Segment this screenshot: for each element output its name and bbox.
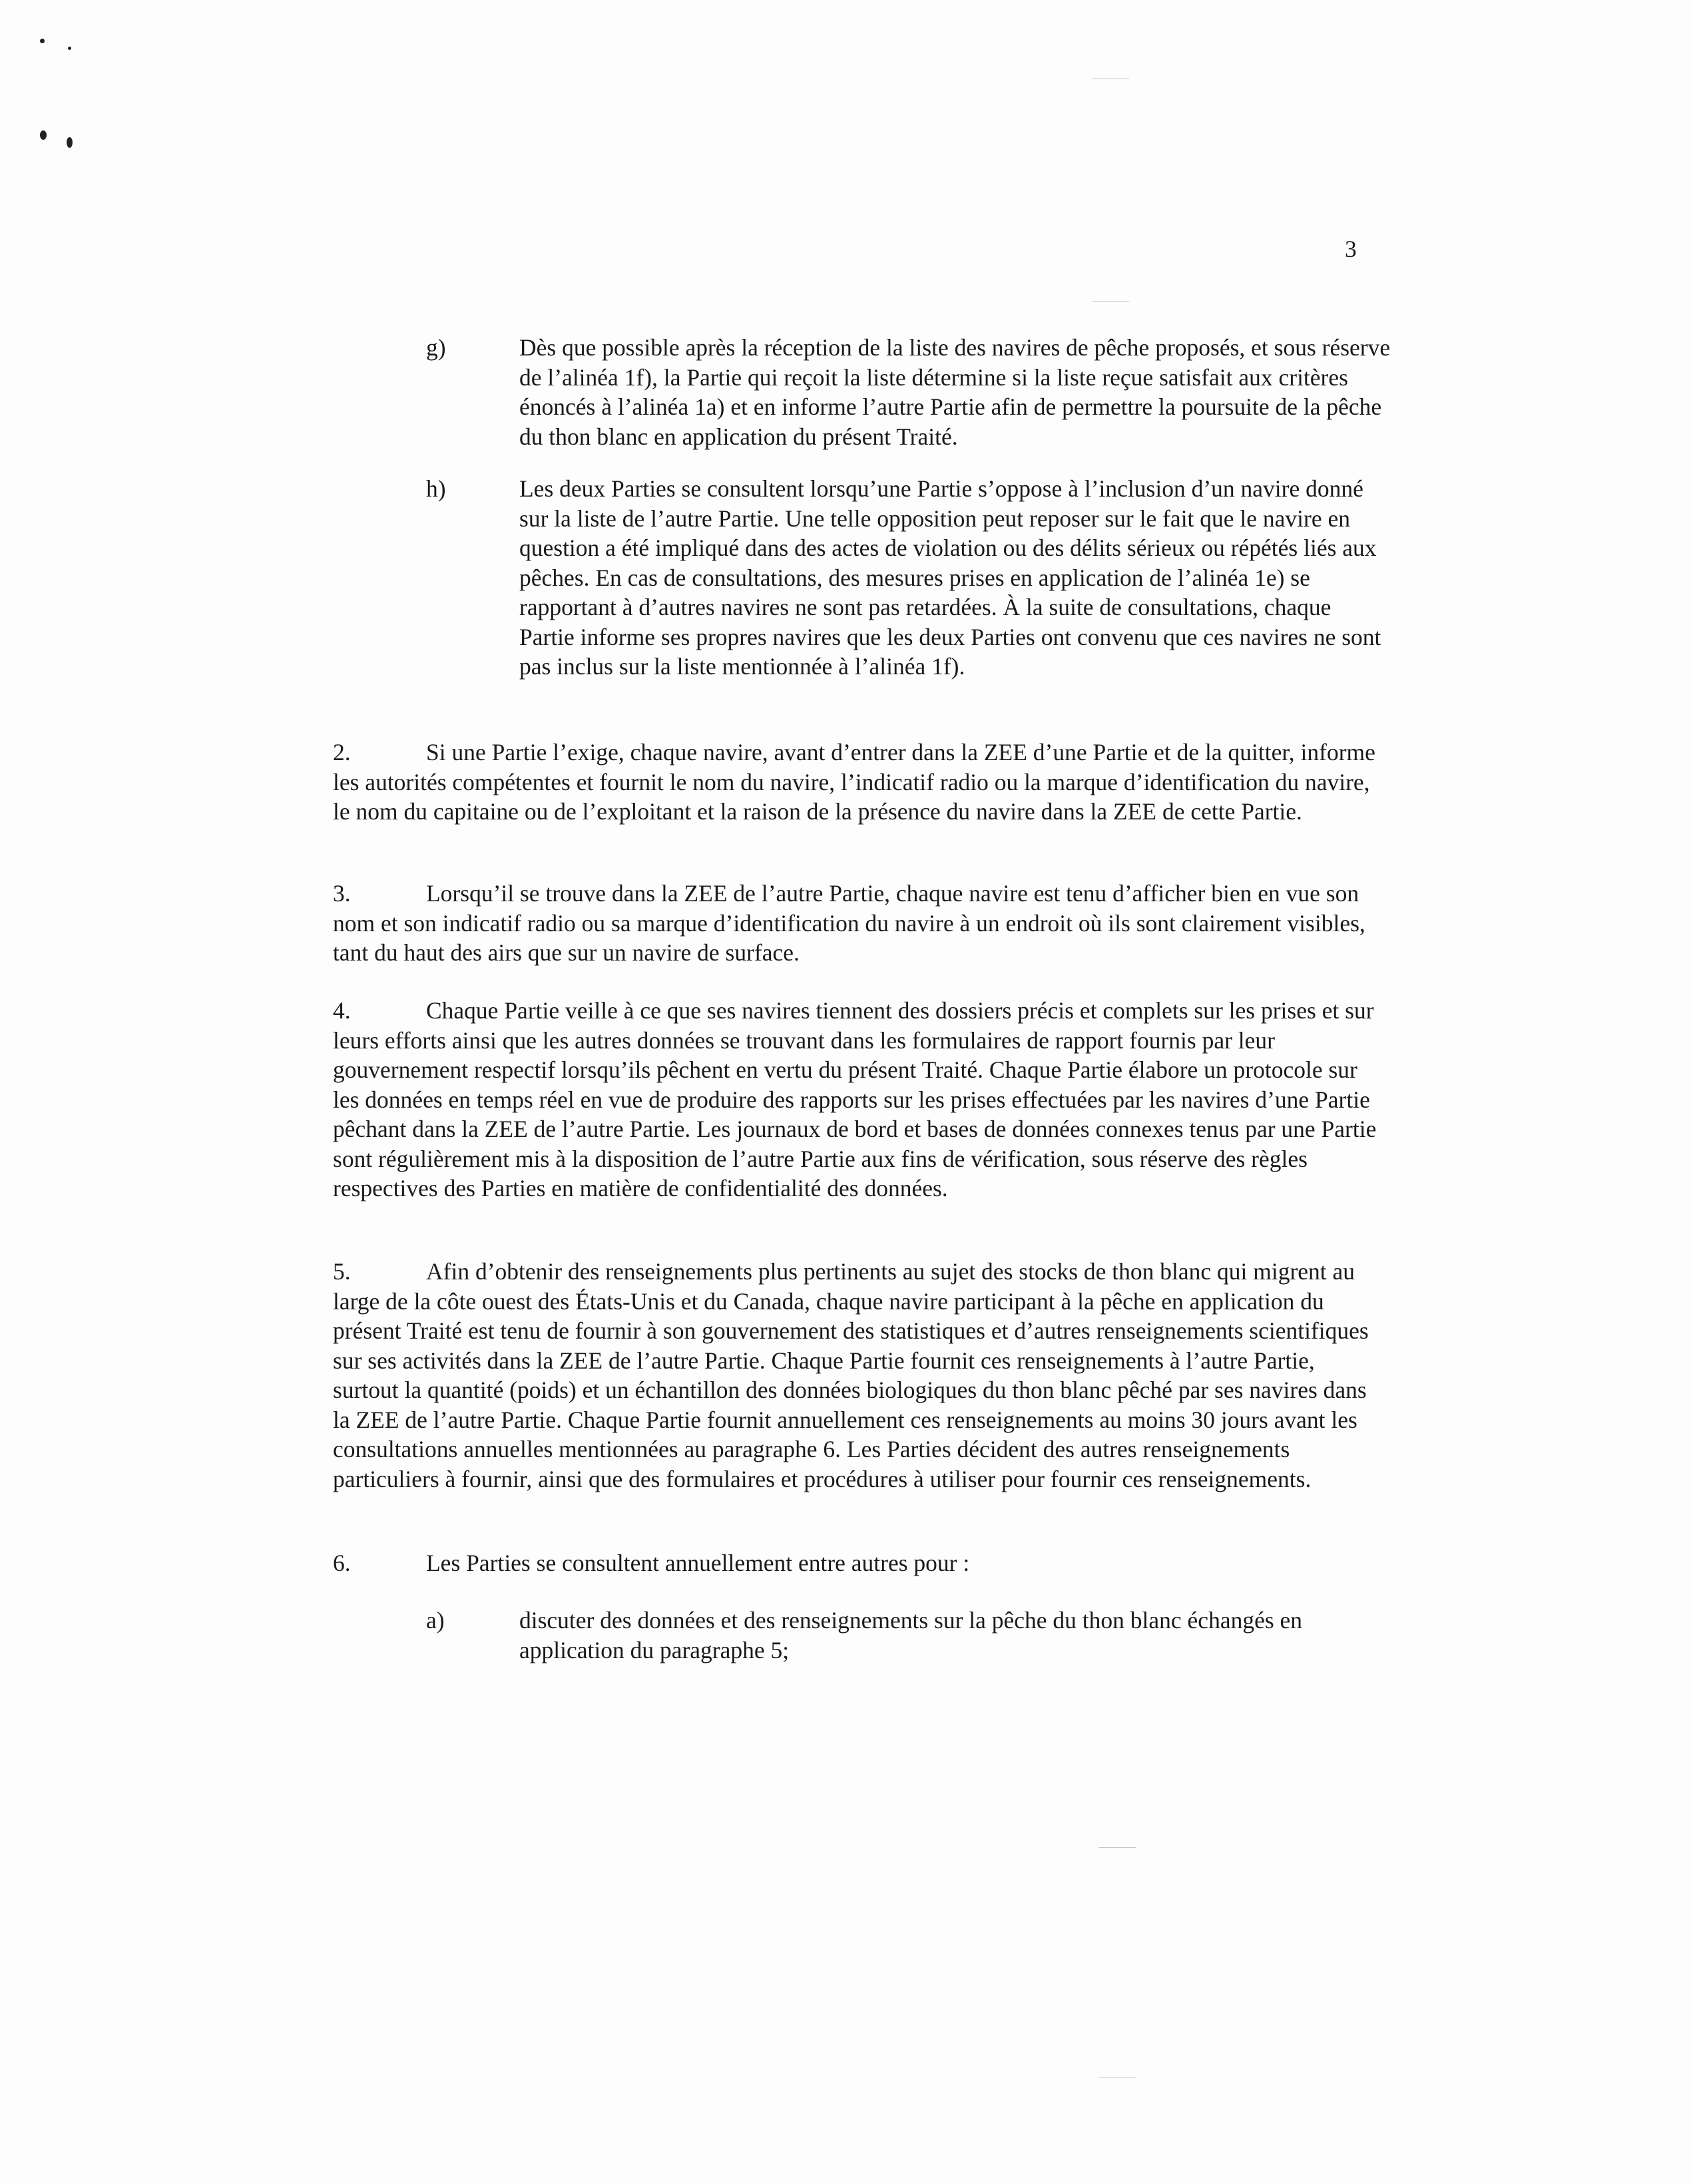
list-item-g — [426, 333, 1391, 451]
paragraph-text: Lorsqu’il se trouve dans la ZEE de l’autre Partie, chaque navire est tenu d’afficher bien en vue son nom et son indicatif radio ou sa marque d’identification du navire à un endroit où ils sont clairement visibles, tant du haut des airs que sur un navire de surface. — [333, 880, 1365, 966]
paragraph-number: 4. — [333, 997, 351, 1024]
item-text: Dès que possible après la réception de la liste des navires de pêche proposés, et sous réserve de l’alinéa 1f), la Partie qui reçoit la liste détermine si la liste reçue satisfait aux critères énoncés à l’alinéa 1a) et en informe l’autre Partie afin de permettre la poursuite de la pêche du thon blanc en application du présent Traité. — [519, 334, 1391, 450]
scan-speck — [67, 137, 73, 148]
paragraph-text: Afin d’obtenir des renseignements plus pertinents au sujet des stocks de thon blanc qui migrent au large de la côte ouest des États-Unis et du Canada, chaque navire participant à la pêche en application du présent Traité est tenu de fournir à son gouvernement des statistiques et d’autres renseignements scientifiques sur ses activités dans la ZEE de l’autre Partie. Chaque Partie fournit ces renseignements à l’autre Partie, surtout la quantité (poids) et un échantillon des données biologiques du thon blanc pêché par ses navires dans la ZEE de l’autre Partie. Chaque Partie fournit annuellement ces renseignements au moins 30 jours avant les consultations annuelles mentionnées au paragraphe 6. Les Parties décident des autres renseignements particuliers à fournir, ainsi que des formulaires et procédures à utiliser pour fournir ces renseignements. — [333, 1258, 1369, 1492]
paragraph-4 — [333, 996, 1385, 1203]
item-text: discuter des données et des renseignements sur la pêche du thon blanc échangés en application du paragraphe 5; — [519, 1607, 1303, 1663]
paragraph-number: 5. — [333, 1258, 351, 1285]
scan-speck — [40, 130, 47, 140]
paragraph-number: 3. — [333, 880, 351, 907]
paragraph-number: 2. — [333, 739, 351, 765]
paragraph-3 — [333, 879, 1385, 968]
scan-mark — [1098, 1847, 1136, 1848]
paragraph-2 — [333, 738, 1385, 827]
scan-speck — [68, 47, 71, 50]
paragraph-text: Si une Partie l’exige, chaque navire, avant d’entrer dans la ZEE d’une Partie et de la quitter, informe les autorités compétentes et fournit le nom du navire, l’indicatif radio ou la marque d’identification du navire, le nom du capitaine ou de l’exploitant et la raison de la présence du navire dans la ZEE de cette Partie. — [333, 739, 1375, 825]
paragraph-5 — [333, 1257, 1385, 1494]
item-letter: a) — [426, 1607, 445, 1634]
paragraph-number: 6. — [333, 1550, 351, 1576]
list-item-a — [426, 1606, 1391, 1665]
paragraph-6 — [333, 1548, 1385, 1578]
item-text: Les deux Parties se consultent lorsqu’une Partie s’oppose à l’inclusion d’un navire donné sur la liste de l’autre Partie. Une telle opposition peut reposer sur le fait que le navire en question a été impliqué dans des actes de violation ou des délits sérieux ou répétés liés aux pêches. En cas de consultations, des mesures prises en application de l’alinéa 1e) se rapportant à d’autres navires ne sont pas retardées. À la suite de consultations, chaque Partie informe ses propres navires que les deux Parties ont convenu que ces navires ne sont pas inclus sur la liste mentionnée à l’alinéa 1f). — [519, 475, 1381, 680]
item-letter: h) — [426, 475, 446, 502]
list-item-h — [426, 474, 1391, 682]
scan-mark — [1092, 301, 1129, 302]
item-letter: g) — [426, 334, 446, 361]
page-number: 3 — [1345, 236, 1357, 262]
paragraph-text: Les Parties se consultent annuellement entre autres pour : — [426, 1550, 970, 1576]
paragraph-text: Chaque Partie veille à ce que ses navires tiennent des dossiers précis et complets sur les prises et sur leurs efforts ainsi que les autres données se trouvant dans les formulaires de rapport fournis par leur gouvernement respectif lorsqu’ils pêchent en vertu du présent Traité. Chaque Partie élabore un protocole sur les données en temps réel en vue de produire des rapports sur les prises effectuées par les navires d’une Partie pêchant dans la ZEE de l’autre Partie. Les journaux de bord et bases de données connexes tenus par une Partie sont régulièrement mis à la disposition de l’autre Partie aux fins de vérification, sous réserve des règles respectives des Parties en matière de confidentialité des données. — [333, 997, 1377, 1201]
scan-speck — [40, 39, 45, 43]
